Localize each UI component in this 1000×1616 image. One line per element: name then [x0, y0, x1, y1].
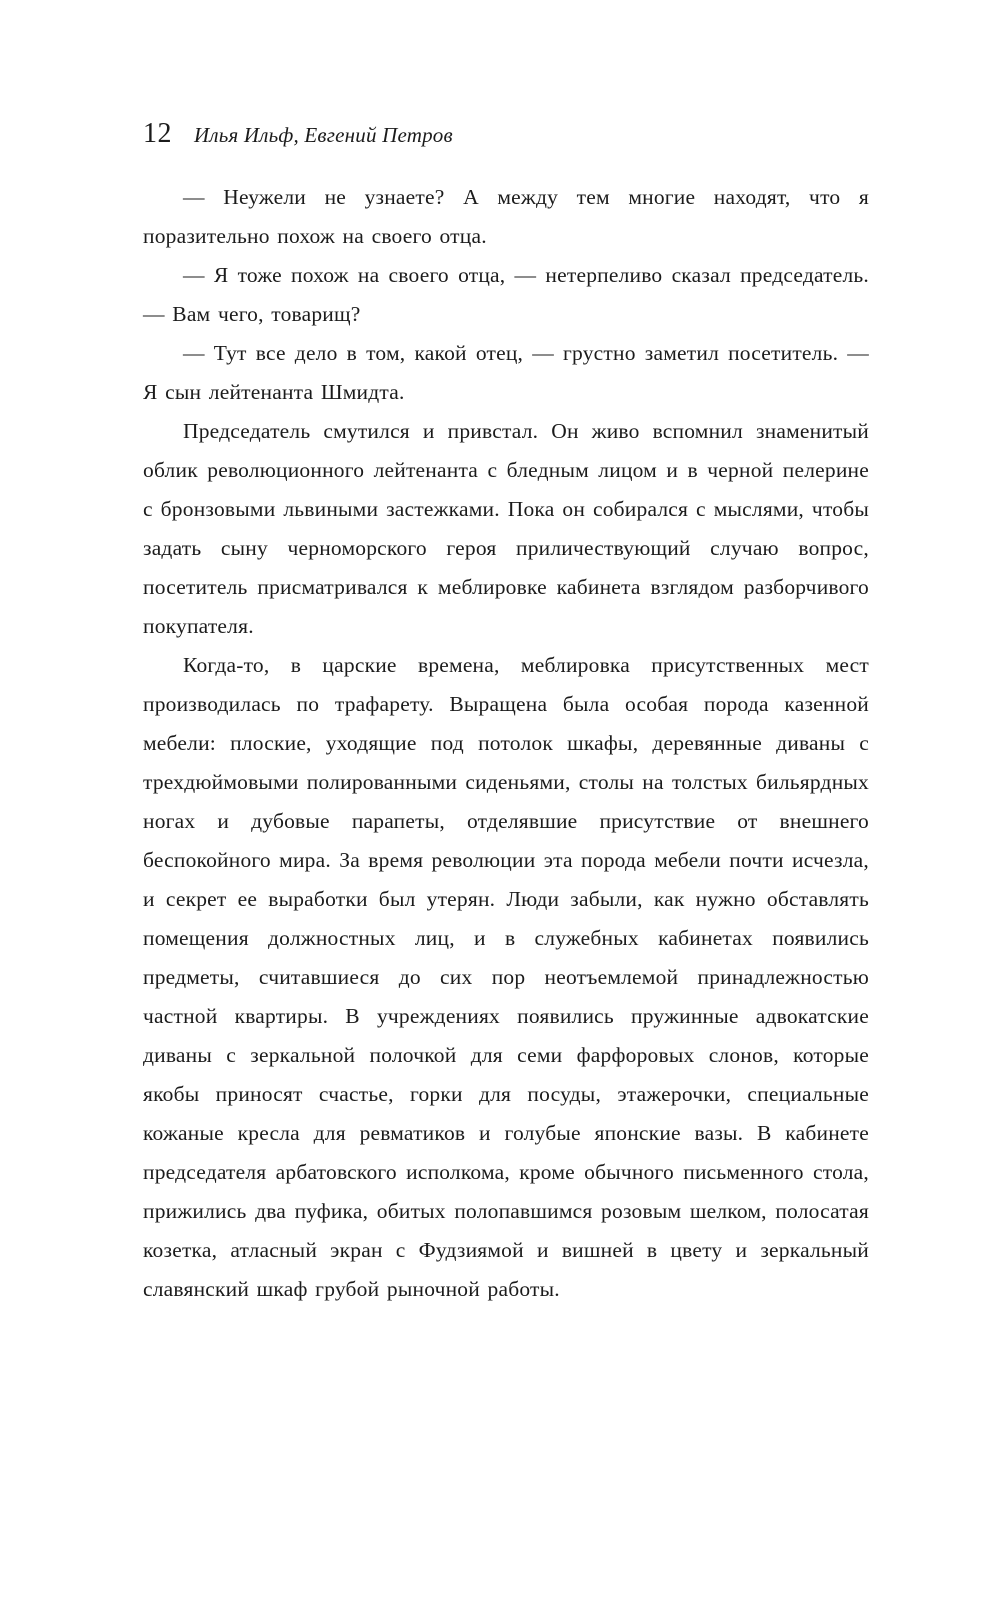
page-number: 12: [143, 118, 172, 149]
page-content: [143, 118, 869, 1309]
paragraph: — Тут все дело в том, какой отец, — грустно заметил посетитель. — Я сын лейтенанта Шмидта.: [143, 341, 869, 404]
running-head: [143, 118, 869, 150]
paragraph: Когда-то, в царские времена, меблировка присутственных мест производилась по трафарету. Выращена была особая порода казенной мебели: плоские, уходящие под потолок шкафы, деревянные диваны с трехдюймовыми полированными сиденьями, столы на толстых бильярдных ногах и дубовые парапеты, отделявшие присутствие от внешнего беспокойного мира. За время революции эта порода мебели почти исчезла, и секрет ее выработки был утерян. Люди забыли, как нужно обставлять помещения должностных лиц, и в служебных кабинетах появились предметы, считавшиеся до сих пор неотъемлемой принадлежностью частной квартиры. В учреждениях появились пружинные адвокатские диваны с зеркальной полочкой для семи фарфоровых слонов, которые якобы приносят счастье, горки для посуды, этажерочки, специальные кожаные кресла для ревматиков и голубые японские вазы. В кабинете председателя арбатовского исполкома, кроме обычного письменного стола, прижились два пуфика, обитых полопавшимся розовым шелком, полосатая козетка, атласный экран с Фудзиямой и вишней в цвету и зеркальный славянский шкаф грубой рыночной работы.: [143, 653, 869, 1301]
authors-running-title: Илья Ильф, Евгений Петров: [194, 123, 453, 147]
text-block: [143, 178, 869, 1309]
paragraph: — Неужели не узнаете? А между тем многие находят, что я поразительно похож на своего отца.: [143, 185, 869, 248]
paragraph: — Я тоже похож на своего отца, — нетерпеливо сказал председатель. — Вам чего, товарищ?: [143, 263, 869, 326]
paragraph: Председатель смутился и привстал. Он живо вспомнил знаменитый облик революционного лейтенанта с бледным лицом и в черной пелерине с бронзовыми львиными застежками. Пока он собирался с мыслями, чтобы задать сыну черноморского героя приличествующий случаю вопрос, посетитель присматривался к меблировке кабинета взглядом разборчивого покупателя.: [143, 419, 869, 638]
